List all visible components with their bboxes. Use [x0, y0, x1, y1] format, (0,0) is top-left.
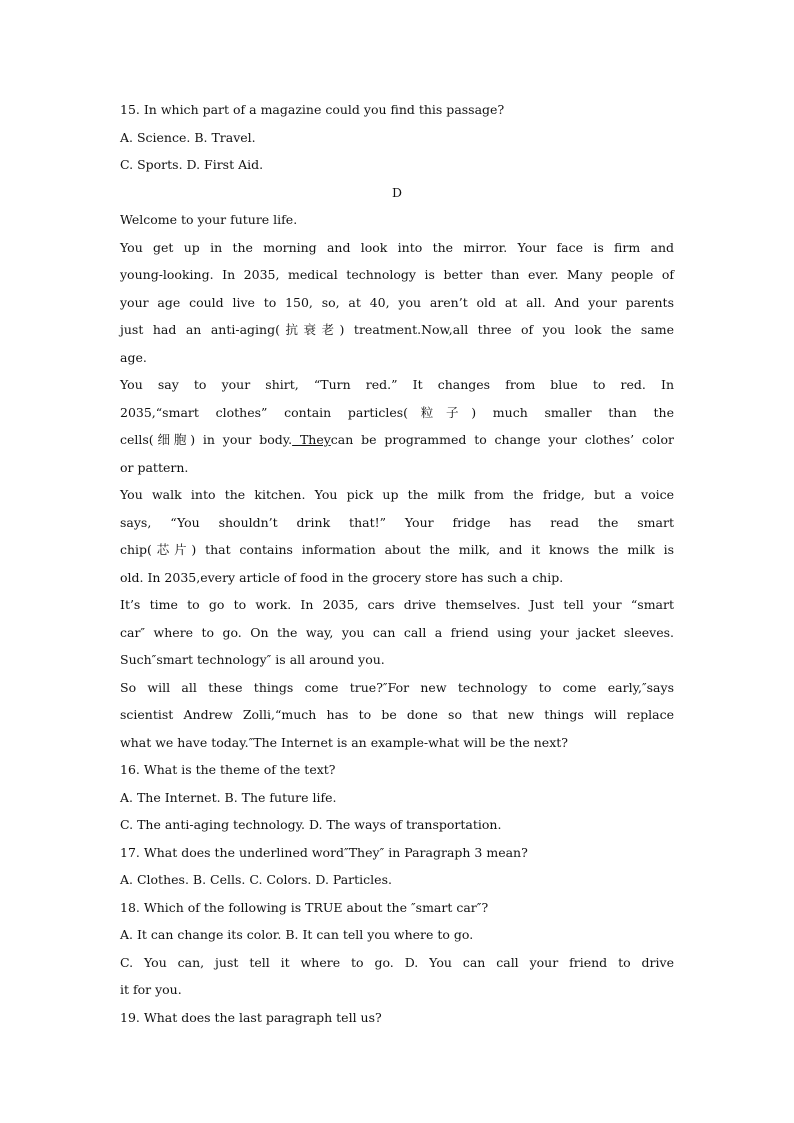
paragraph-line: or pattern. [120, 459, 189, 475]
paragraph-line: You get up in the morning and look into the mirror. Your face is firm and [120, 239, 674, 255]
paragraph-text: can be programmed to change your clothes’ color [330, 432, 674, 447]
paragraph-line: You walk into the kitchen. You pick up the milk from the fridge, but a voice [120, 487, 674, 502]
passage-label: D [391, 184, 403, 200]
question-18: 18. Which of the following is TRUE about the ″smart car″? [120, 899, 489, 915]
paragraph-line: old. In 2035,every article of food in the grocery store has such a chip. [120, 569, 564, 585]
paragraph-5 [120, 674, 674, 757]
paragraph-line: young-looking. In 2035, medical technology is better than ever. Many people of [120, 267, 674, 282]
paragraph-line: Such″smart technology″ is all around you. [120, 652, 385, 667]
question-19: 19. What does the last paragraph tell us? [120, 1009, 382, 1025]
question-16-options-ab: A. The Internet. B. The future life. [120, 789, 337, 805]
paragraph-text: cells(细胞) in your body. [120, 432, 293, 447]
paragraph-3 [120, 481, 674, 591]
paragraph-line: says, “You shouldn’t drink that!” Your fridge has read the smart [120, 514, 674, 530]
question-15: 15. In which part of a magazine could you find this passage? [120, 102, 505, 117]
paragraph-line: You say to your shirt, “Turn red.” It changes from blue to red. In [120, 377, 674, 392]
paragraph-line [120, 426, 674, 454]
paragraph-line: 2035,“smart clothes” contain particles(粒子) much smaller than the [120, 404, 674, 420]
question-17: 17. What does the underlined word″They″ in Paragraph 3 mean? [120, 844, 528, 860]
question-16-options-cd: C. The anti-aging technology. D. The ways of transportation. [120, 817, 502, 832]
question-17-options: A. Clothes. B. Cells. C. Colors. D. Particles. [120, 872, 392, 887]
paragraph-2 [120, 371, 674, 481]
paragraph-line: age. [120, 349, 147, 365]
paragraph-line: It’s time to go to work. In 2035, cars drive themselves. Just tell your “smart [120, 597, 674, 612]
question-18-options-cont: it for you. [120, 982, 182, 997]
document-page [120, 96, 674, 1031]
paragraph-line: just had an anti-aging(抗衰老) treatment.Now,all three of you look the same [120, 322, 674, 337]
paragraph-1 [120, 234, 674, 372]
question-15-options-cd: C. Sports. D. First Aid. [120, 157, 264, 172]
question-18-options-cd: C. You can, just tell it where to go. D. You can call your friend to drive [120, 954, 674, 970]
question-18-options-ab: A. It can change its color. B. It can tell you where to go. [120, 927, 474, 942]
paragraph-line: your age could live to 150, so, at 40, you aren’t old at all. And your parents [120, 294, 674, 310]
paragraph-line: scientist Andrew Zolli,“much has to be done so that new things will replace [120, 707, 674, 722]
paragraph-line: So will all these things come true?″For new technology to come early,″says [120, 679, 674, 695]
paragraph-line: chip(芯片) that contains information about the milk, and it knows the milk is [120, 542, 674, 557]
paragraph-line: what we have today.″The Internet is an example-what will be the next? [120, 734, 568, 750]
passage-intro: Welcome to your future life. [120, 212, 298, 227]
paragraph-line: car″ where to go. On the way, you can call a friend using your jacket sleeves. [120, 624, 674, 640]
paragraph-4 [120, 591, 674, 674]
question-16: 16. What is the theme of the text? [120, 762, 336, 777]
question-15-options-ab: A. Science. B. Travel. [120, 129, 256, 145]
underlined-word-they: They [292, 432, 331, 447]
